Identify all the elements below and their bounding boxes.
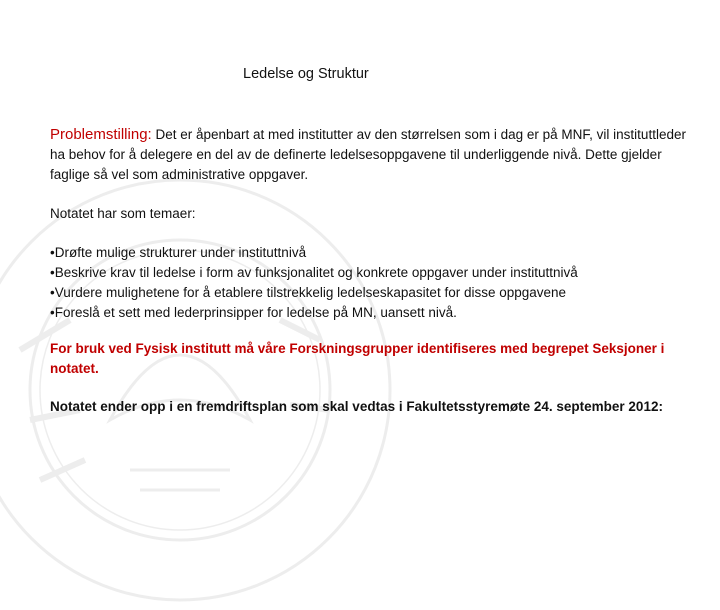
list-item: •Vurdere mulighetene for å etablere tilstrekkelig ledelseskapasitet for disse oppgavene — [50, 285, 567, 300]
list-item: •Drøfte mulige strukturer under instituttnivå — [50, 245, 307, 260]
problem-text: Det er åpenbart at med institutter av den størrelsen som i dag er på MNF, vil instituttleder ha behov for å delegere en del av de definerte ledelsesoppgavene til underliggende nivå. Dette gjelder faglige så vel som administrative oppgaver. — [50, 127, 686, 182]
slide-title: Ledelse og Struktur — [243, 66, 369, 82]
university-seal-watermark-icon — [0, 170, 400, 610]
closing-text: Notatet ender opp i en fremdriftsplan som skal vedtas i Fakultetsstyremøte 24. september 2012: — [50, 399, 663, 414]
problem-label: Problemstilling: — [50, 126, 152, 143]
problem-statement — [50, 125, 690, 185]
themes-heading: Notatet har som temaer: — [50, 206, 196, 221]
list-item: •Foreslå et sett med lederprinsipper for ledelse på MN, uansett nivå. — [50, 305, 457, 320]
themes-list — [50, 243, 690, 323]
red-note: For bruk ved Fysisk institutt må våre Forskningsgrupper identifiseres med begrepet Seksjoner i notatet. — [50, 341, 665, 376]
list-item: •Beskrive krav til ledelse i form av funksjonalitet og konkrete oppgaver under instituttnivå — [50, 265, 578, 280]
